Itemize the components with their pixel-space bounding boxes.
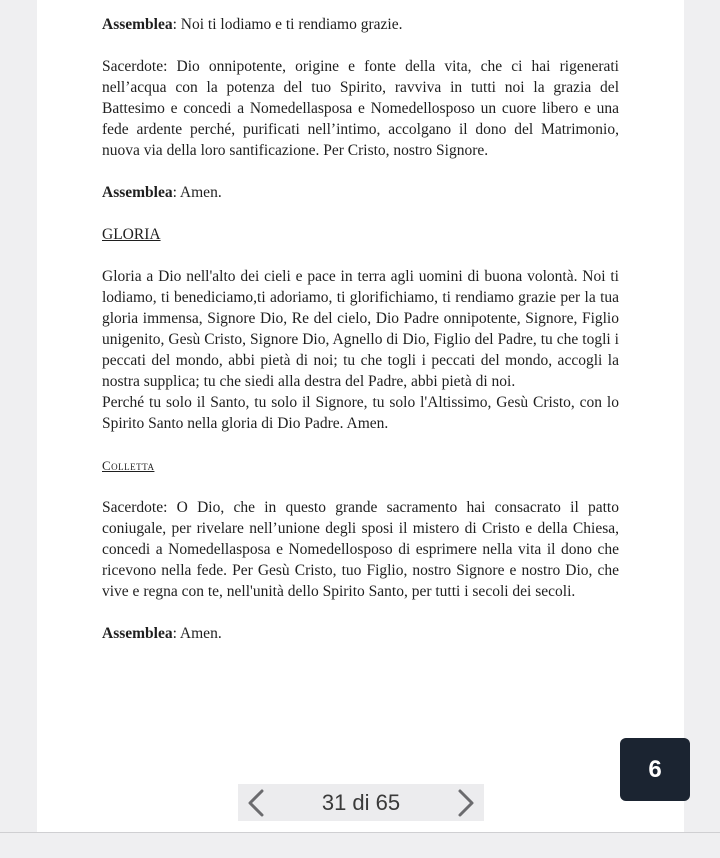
chevron-right-icon (455, 788, 477, 818)
response-text: : Amen. (172, 184, 222, 201)
speaker-label: Assemblea (102, 625, 173, 642)
response-text: : Noi ti lodiamo e ti rendiamo grazie. (172, 16, 403, 33)
next-page-button[interactable] (448, 784, 484, 821)
speaker-label: Assemblea (102, 16, 173, 33)
document-page (37, 0, 684, 832)
chevron-left-icon (245, 788, 267, 818)
previous-page-button[interactable] (238, 784, 274, 821)
assemblea-response-1 (102, 14, 619, 35)
heading-gloria: GLORIA (102, 226, 161, 243)
heading-colletta: Colletta (102, 458, 155, 473)
viewer-divider (0, 832, 720, 833)
page-navigator (238, 784, 484, 821)
assemblea-response-3 (102, 623, 619, 644)
notification-badge[interactable] (620, 738, 690, 801)
response-text: : Amen. (172, 625, 222, 642)
speaker-label: Assemblea (102, 184, 173, 201)
gloria-paragraph-2: Perché tu solo il Santo, tu solo il Signore, tu solo l'Altissimo, Gesù Cristo, con lo Spirito Santo nella gloria di Dio Padre. Amen. (102, 394, 619, 432)
colletta-paragraph: Sacerdote: O Dio, che in questo grande sacramento hai consacrato il patto coniugale, per rivelare nell’unione degli sposi il mistero di Cristo e della Chiesa, concedi a Nomedellasposa e Nomedellosposo di esprimere nella vita il dono che ricevono nella fede. Per Gesù Cristo, tuo Figlio, nostro Signore e nostro Dio, che vive e regna con te, nell'unità dello Spirito Santo, per tutti i secoli dei secoli. (102, 499, 619, 600)
gloria-paragraph-1: Gloria a Dio nell'alto dei cieli e pace in terra agli uomini di buona volontà. Noi ti lodiamo, ti benediciamo,ti adoriamo, ti glorifichiamo, ti rendiamo grazie per la tua gloria immensa, Signore Dio, Re del cielo, Dio Padre onnipotente, Signore, Figlio unigenito, Gesù Cristo, Signore Dio, Agnello di Dio, Figlio del Padre, tu che togli i peccati del mondo, abbi pietà di noi; tu che togli i peccati del mondo, accogli la nostra supplica; tu che siedi alla destra del Padre, abbi pietà di noi. (102, 268, 619, 390)
assemblea-response-2 (102, 182, 619, 203)
page-indicator: 31 di 65 (321, 789, 401, 815)
document-content (102, 14, 619, 644)
sacerdote-prayer-1: Sacerdote: Dio onnipotente, origine e fonte della vita, che ci hai rigenerati nell’acqua con la potenza del tuo Spirito, ravviva in tutti noi la grazia del Battesimo e concedi a Nomedellasposa e Nomedellosposo un cuore libero e una fede ardente perché, purificati nell’intimo, accolgano il dono del Matrimonio, nuova via della loro santificazione. Per Cristo, nostro Signore. (102, 58, 619, 159)
badge-count: 6 (648, 755, 662, 783)
